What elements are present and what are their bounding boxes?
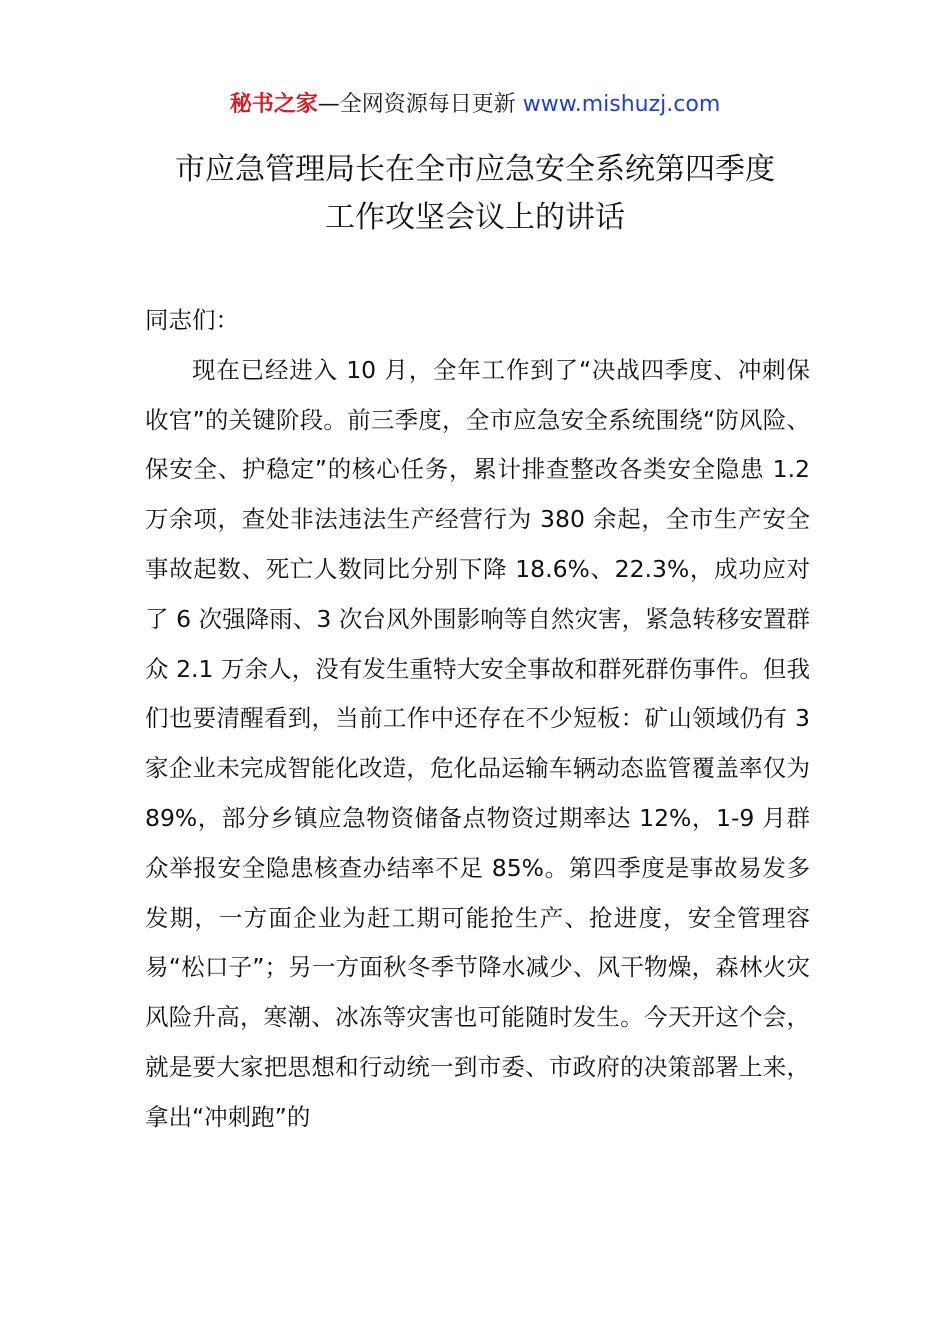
document-body (145, 296, 810, 1143)
title-line-1: 市应急管理局长在全市应急安全系统第四季度 (175, 152, 775, 187)
site-header (0, 88, 950, 122)
document-title (0, 146, 950, 242)
site-url-link[interactable]: www.mishuzj.com (522, 92, 721, 117)
body-paragraph: 现在已经进入 10 月，全年工作到了“决战四季度、冲刺保收官”的关键阶段。前三季度，全市应急安全系统围绕“防风险、保安全、护稳定”的核心任务，累计排查整改各类安全隐患 1.2 万余项，查处非法违法生产经营行为 380 余起，全市生产安全事故起数、死亡人数同比分别下降 18.6%、22.3%，成功应对了 6 次强降雨、3 次台风外围影响等自然灾害，紧急转移安置群众 2.1 万余人，没有发生重特大安全事故和群死群伤事件。但我们也要清醒看到，当前工作中还存在不少短板：矿山领域仍有 3 家企业未完成智能化改造，危化品运输车辆动态监管覆盖率仅为 89%，部分乡镇应急物资储备点物资过期率达 12%，1-9 月群众举报安全隐患核查办结率不足 85%。第四季度是事故易发多发期，一方面企业为赶工期可能抢生产、抢进度，安全管理容易“松口子”；另一方面秋冬季节降水减少、风干物燥，森林火灾风险升高，寒潮、冰冻等灾害也可能随时发生。今天开这个会，就是要大家把思想和行动统一到市委、市政府的决策部署上来，拿出“冲刺跑”的 (145, 355, 810, 1131)
salutation: 同志们： (145, 306, 239, 334)
title-line-2: 工作攻坚会议上的讲话 (325, 200, 625, 235)
site-brand: 秘书之家 (229, 92, 318, 117)
site-slogan: —全网资源每日更新 (317, 92, 523, 117)
